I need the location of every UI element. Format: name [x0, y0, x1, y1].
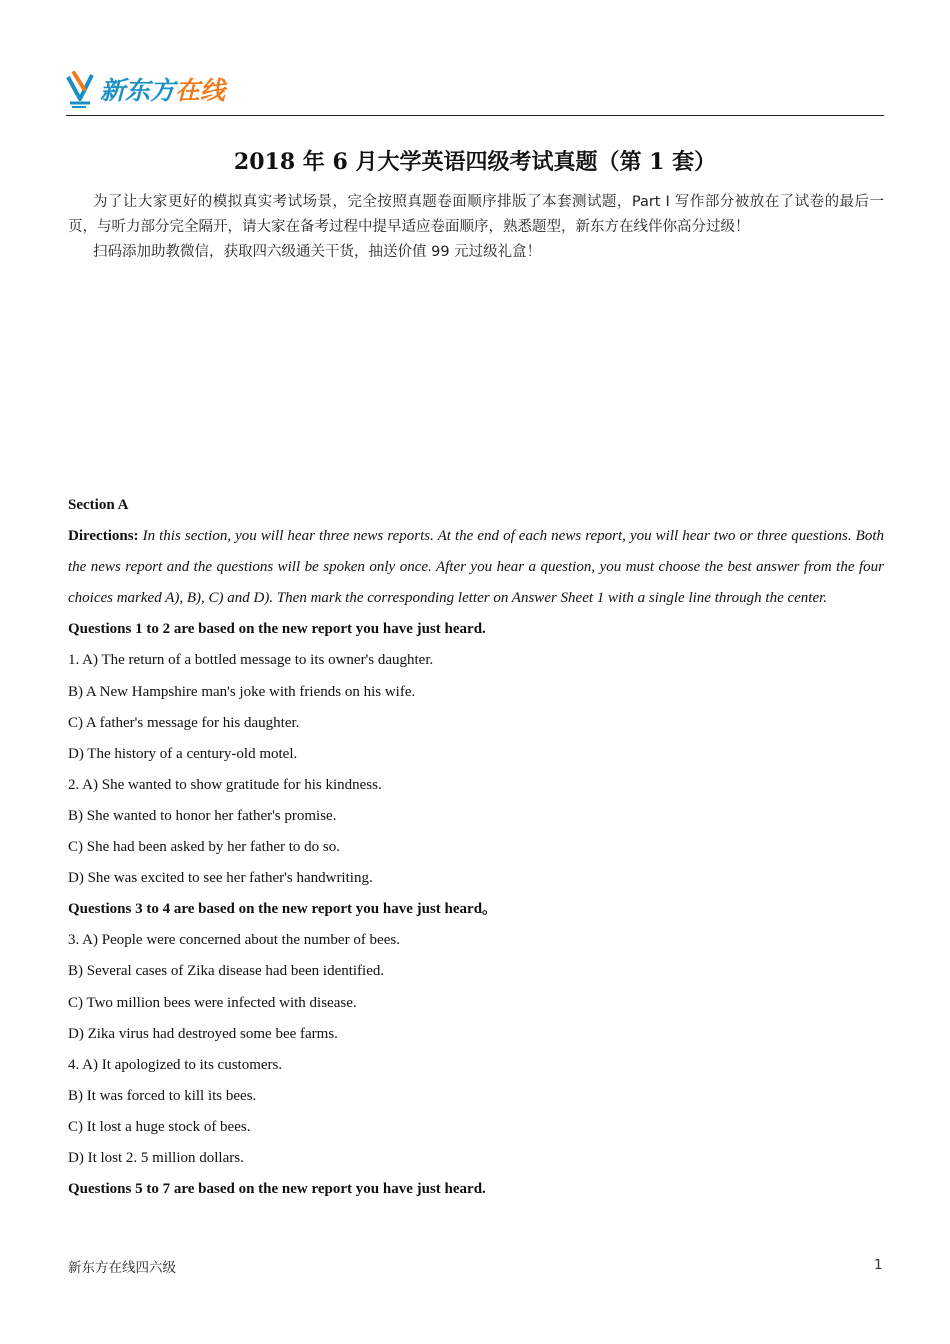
page-number: 1	[874, 1257, 883, 1273]
answer-option: C) Two million bees were infected with disease.	[68, 994, 357, 1011]
page-title: 2018 年 6 月大学英语四级考试真题（第 1 套）	[233, 149, 717, 175]
directions	[68, 521, 884, 614]
question-group-heading: Questions 3 to 4 are based on the new report you have just heard。	[68, 901, 498, 918]
logo-text	[100, 71, 225, 107]
intro-paragraph-2: 扫码添加助教微信，获取四六级通关干货，抽送价值 99 元过级礼盒！	[93, 244, 542, 260]
answer-option: B) A New Hampshire man's joke with friends on his wife.	[68, 683, 416, 700]
answer-option: D) It lost 2. 5 million dollars.	[68, 1149, 244, 1166]
footer-brand: 新东方在线四六级	[68, 1260, 176, 1276]
answer-option: B) She wanted to honor her father's promise.	[68, 807, 337, 824]
answer-option: 3. A) People were concerned about the number of bees.	[68, 932, 400, 949]
question-group-heading: Questions 5 to 7 are based on the new report you have just heard.	[68, 1181, 486, 1198]
logo	[66, 64, 225, 114]
question-group-heading: Questions 1 to 2 are based on the new report you have just heard.	[68, 621, 486, 638]
section-content	[68, 490, 884, 1205]
answer-option: B) Several cases of Zika disease had been identified.	[68, 963, 385, 980]
answer-option: C) A father's message for his daughter.	[68, 714, 300, 731]
directions-text: In this section, you will hear three news reports. At the end of each news report, you will hear two or three questions. Both the news report and the questions will be spoken only once. After you hear a question, you must choose the best answer from the four choices marked A), B), C) and D). Then mark the corresponding letter on Answer Sheet 1 with a single line through the center.	[68, 528, 884, 607]
answer-option: C) She had been asked by her father to do so.	[68, 839, 341, 856]
intro	[68, 190, 884, 265]
section-heading: Section A	[68, 497, 129, 513]
directions-label: Directions:	[68, 528, 139, 545]
answer-option: D) Zika virus had destroyed some bee farms.	[68, 1025, 338, 1042]
logo-text-part2: 在线	[175, 76, 226, 105]
intro-paragraph-1: 为了让大家更好的模拟真实考试场景，完全按照真题卷面顺序排版了本套测试题，Part I 写作部分被放在了试卷的最后一页，与听力部分完全隔开，请大家在备考过程中提早适应卷面顺序，熟悉题型，新东方在线伴你高分过级！	[68, 194, 884, 235]
answer-option: 2. A) She wanted to show gratitude for his kindness.	[68, 776, 382, 793]
answer-option: 4. A) It apologized to its customers.	[68, 1056, 283, 1073]
answer-option: 1. A) The return of a bottled message to its owner's daughter.	[68, 652, 434, 669]
xdf-logo-icon	[66, 69, 96, 109]
logo-text-part1: 新东方	[100, 76, 176, 105]
answer-option: D) She was excited to see her father's handwriting.	[68, 870, 373, 887]
answer-option: B) It was forced to kill its bees.	[68, 1087, 257, 1104]
answer-option: D) The history of a century-old motel.	[68, 745, 298, 762]
header-divider	[66, 115, 884, 116]
answer-option: C) It lost a huge stock of bees.	[68, 1118, 251, 1135]
